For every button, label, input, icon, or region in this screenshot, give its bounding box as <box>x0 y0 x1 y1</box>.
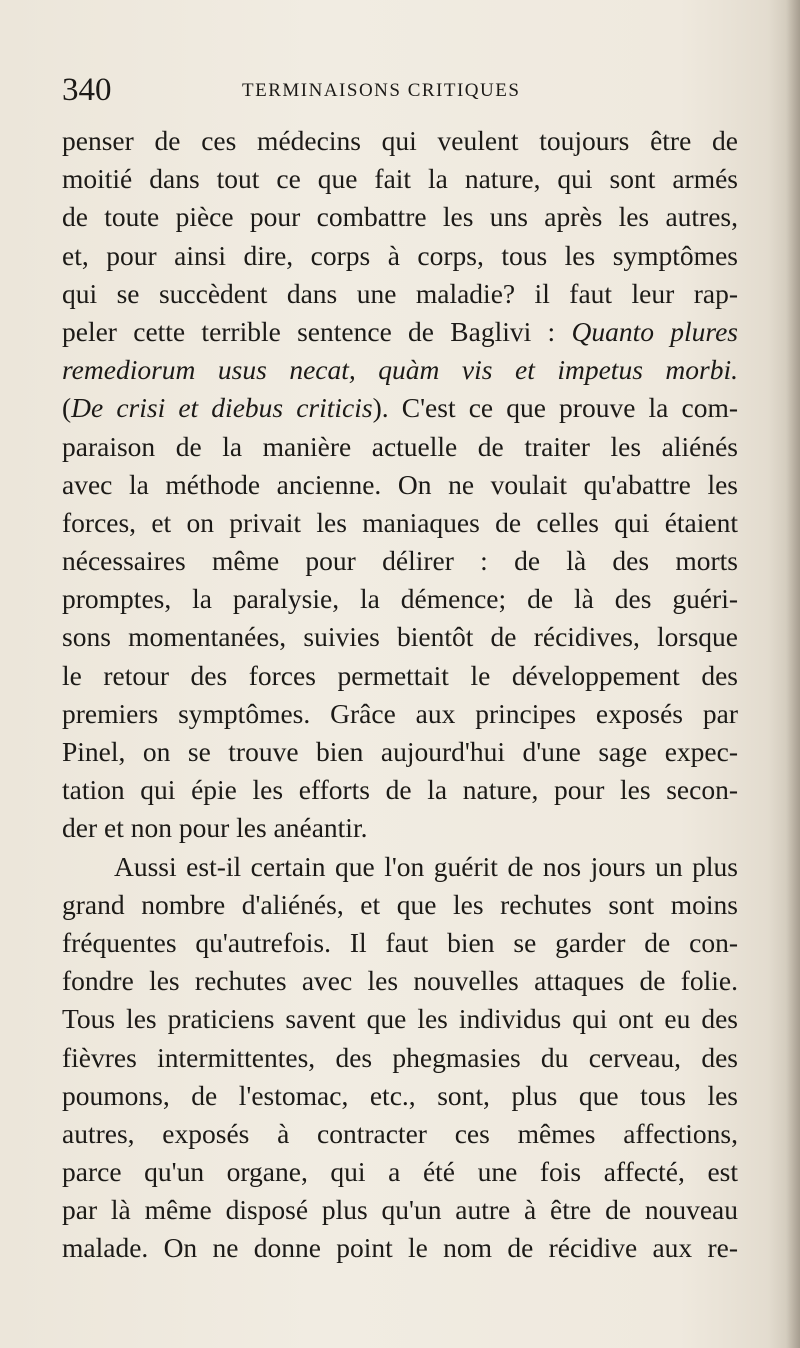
text-line: de toute pièce pour combattre les uns après les autres, <box>62 201 738 233</box>
text-span: ). C'est ce que prouve la com- <box>372 392 738 424</box>
text-line: moitié dans tout ce que fait la nature, qui sont armés <box>62 163 738 195</box>
text-line: paraison de la manière actuelle de traiter les aliénés <box>62 430 738 462</box>
text-line: Pinel, on se trouve bien aujourd'hui d'une sage expec- <box>62 736 738 767</box>
text-line <box>62 313 738 351</box>
text-line: fièvres intermittentes, des phegmasies du cerveau, des <box>62 1041 738 1073</box>
spine-shadow <box>786 0 800 1348</box>
body-text <box>62 122 738 1268</box>
text-line: qui se succèdent dans une maladie? il faut leur rap- <box>62 277 738 309</box>
text-line: nécessaires même pour délirer : de là des morts <box>62 545 738 577</box>
text-line <box>62 351 738 389</box>
text-span: peler cette terrible sentence de Baglivi : <box>62 315 572 347</box>
text-line: grand nombre d'aliénés, et que les rechutes sont moins <box>62 888 738 920</box>
page-number: 340 <box>62 72 112 108</box>
text-line: forces, et on privait les maniaques de celles qui étaient <box>62 506 738 538</box>
text-line: et, pour ainsi dire, corps à corps, tous les symptômes <box>62 239 738 271</box>
text-line: autres, exposés à contracter ces mêmes affections, <box>62 1117 738 1149</box>
latin-quote: Quanto plures <box>571 315 738 347</box>
text-line: avec la méthode ancienne. On ne voulait qu'abattre les <box>62 468 738 500</box>
text-line: par là même disposé plus qu'un autre à être de nouveau <box>62 1194 738 1226</box>
text-line: Aussi est-il certain que l'on guérit de nos jours un plus <box>114 850 738 882</box>
text-line: Tous les praticiens savent que les individus qui ont eu des <box>62 1003 738 1035</box>
page-header <box>62 70 742 110</box>
text-span: ( <box>62 392 72 424</box>
text-line: sons momentanées, suivies bientôt de récidives, lorsque <box>62 621 738 653</box>
text-line <box>62 389 738 427</box>
citation-title: De crisi et diebus criticis <box>71 392 373 424</box>
text-line: fondre les rechutes avec les nouvelles attaques de folie. <box>62 965 738 997</box>
text-line: penser de ces médecins qui veulent toujours être de <box>62 125 738 156</box>
text-line: poumons, de l'estomac, etc., sont, plus que tous les <box>62 1079 738 1111</box>
text-line: fréquentes qu'autrefois. Il faut bien se garder de con- <box>62 926 738 958</box>
running-title: TERMINAISONS CRITIQUES <box>242 80 521 101</box>
text-line: tation qui épie les efforts de la nature, pour les secon- <box>62 774 738 806</box>
text-line: parce qu'un organe, qui a été une fois affecté, est <box>62 1156 738 1188</box>
text-line: der et non pour les anéantir. <box>62 812 368 844</box>
text-line: le retour des forces permettait le développement des <box>62 659 738 691</box>
text-line: promptes, la paralysie, la démence; de là des guéri- <box>62 583 738 615</box>
text-line: premiers symptômes. Grâce aux principes exposés par <box>62 697 738 729</box>
latin-quote: remediorum usus necat, quàm vis et impetus morbi. <box>62 354 738 386</box>
text-line: malade. On ne donne point le nom de récidive aux re- <box>62 1232 738 1264</box>
